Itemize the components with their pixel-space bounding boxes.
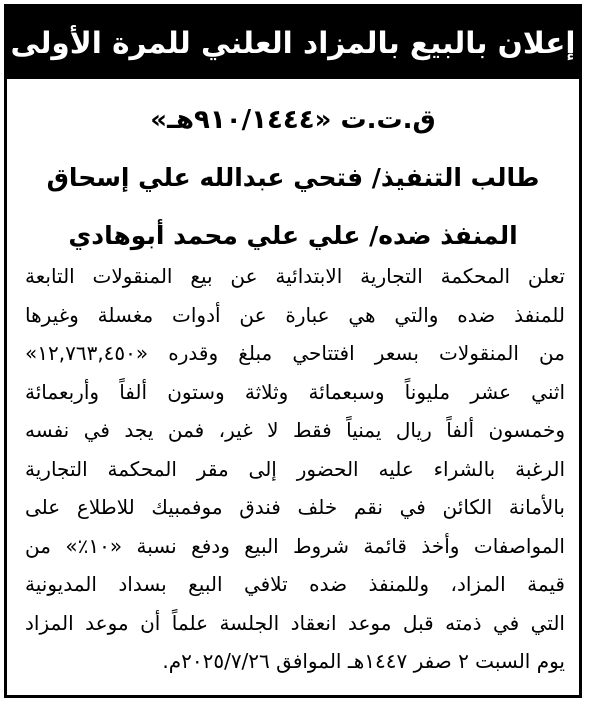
execution-respondent: المنفذ ضده/ علي علي محمد أبوهادي bbox=[68, 221, 518, 250]
case-number: ق.ت.ت «٩١٠/١٤٤٤هـ» bbox=[150, 105, 436, 135]
body-line: من المنقولات بسعر افتتاحي مبلغ وقدره «١٢,٧٦٣,٤٥٠» bbox=[25, 341, 565, 365]
notice-title: إعلان بالبيع بالمزاد العلني للمرة الأولى bbox=[7, 7, 579, 79]
body-line: قيمة المزاد، وللمنفذ ضده تلافي البيع بسداد المديونية bbox=[25, 572, 565, 596]
notice-body bbox=[25, 257, 565, 681]
body-line: اثني عشر مليوناً وسبعمائة وثلاثة وستون ألفاً وأربعمائة bbox=[25, 379, 565, 404]
auction-notice bbox=[4, 4, 582, 698]
execution-requester: طالب التنفيذ/ فتحي عبدالله علي إسحاق bbox=[46, 163, 540, 192]
body-line: الرغبة بالشراء عليه الحضور إلى مقر المحكمة التجارية bbox=[25, 456, 565, 481]
body-line: وخمسون ألفاً ريال يمنياً فقط لا غير، فمن يجد في نفسه bbox=[25, 418, 565, 442]
notice-heading-block bbox=[7, 91, 579, 265]
body-line: للمنفذ ضده والتي هي عبارة عن أدوات مغسلة وغيرها bbox=[25, 302, 565, 327]
body-line: التي في ذمته قبل موعد انعقاد الجلسة علماً أن موعد المزاد bbox=[25, 610, 565, 635]
body-line: بالأمانة الكائن في نقم خلف فندق موفمبيك للاطلاع على bbox=[25, 495, 565, 519]
body-line: يوم السبت ٢ صفر ١٤٤٧هـ الموافق ٢٠٢٥/٧/٢٦م. bbox=[162, 649, 565, 673]
body-line: المواصفات وأخذ قائمة شروط البيع ودفع نسبة «١٠٪» من bbox=[25, 533, 565, 558]
body-line: تعلن المحكمة التجارية الابتدائية عن بيع المنقولات التابعة bbox=[25, 264, 565, 288]
